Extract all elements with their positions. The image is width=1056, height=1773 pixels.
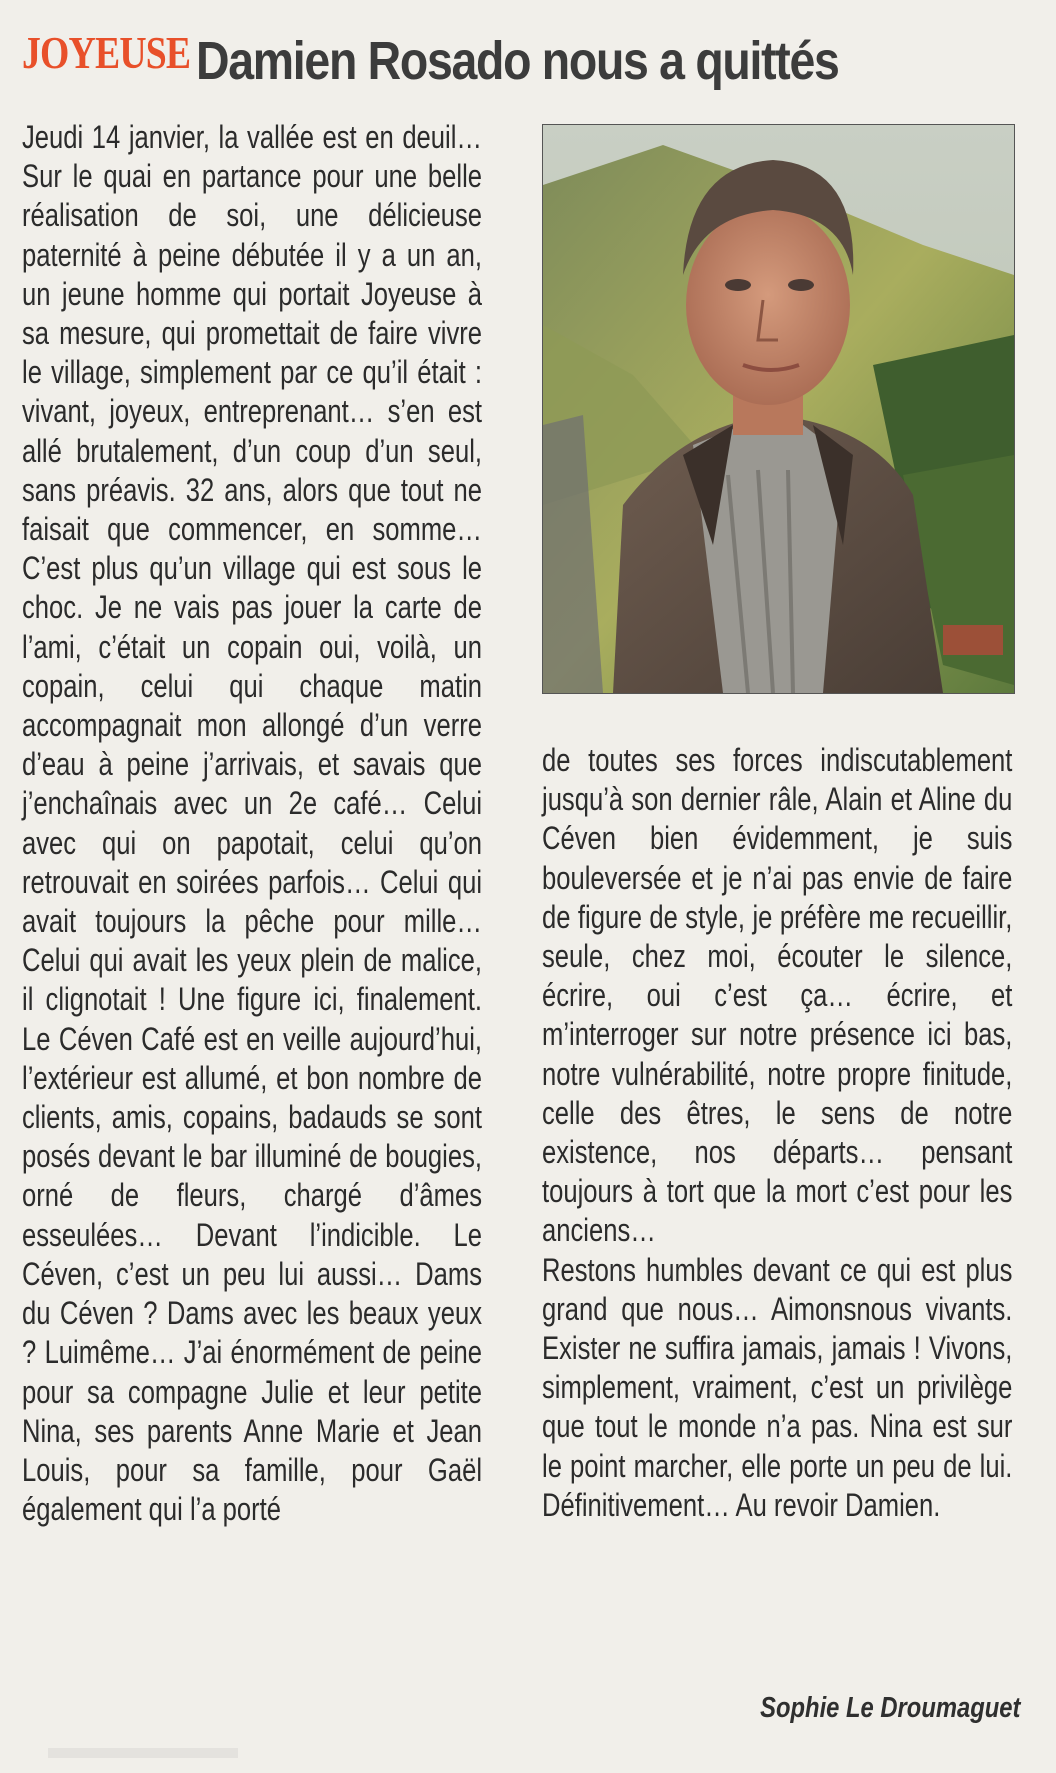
paragraph: de toutes ses forces indiscutablement jusqu’à son dernier râle, Alain et Aline du Céven bien évidemment, je suis bouleversée et je n’ai pas envie de faire de figure de style, je préfère me recueillir, seule, chez moi, écouter le silence, écrire, oui c’est ça… écrire, et m’interroger sur notre présence ici bas, notre vulnérabilité, notre propre finitude, celle des êtres, le sens de notre existence, nos départs… pensant toujours à tort que la mort c’est pour les anciens… (542, 742, 1013, 1249)
section-kicker: JOYEUSE (22, 27, 191, 78)
portrait-photo (542, 124, 1015, 694)
paragraph: Jeudi 14 janvier, la vallée est en deuil… Sur le quai en partance pour une belle réalisation de soi, une délicieuse paternité à peine débutée il y a un an, un jeune homme qui portait Joyeuse à sa mesure, qui promettait de faire vivre le village, simplement par ce qu’il était : vivant, joyeux, entreprenant… s’en est allé brutalement, d’un coup d’un seul, sans préavis. 32 ans, alors que tout ne faisait que commencer, en somme… C’est plus qu’un village qui est sous le choc. Je ne vais pas jouer la carte de l’ami, c’était un copain oui, voilà, un copain, celui qui chaque matin accompagnait mon allongé d’un verre d’eau à peine j’arrivais, et savais que j’enchaînais avec un 2e café… Celui avec qui on papotait, celui qu’on retrouvait en soirées parfois… Celui qui avait toujours la pêche pour mille… Celui qui avait les yeux plein de malice, il clignotait ! Une figure ici, finalement. Le Céven Café est en veille aujourd’hui, l’extérieur est allumé, et bon nombre de clients, amis, copains, badauds se sont posés devant le bar illuminé de bougies, orné de fleurs, chargé d’âmes esseulées… Devant l’indicible. Le Céven, c’est un peu lui aussi… Dams du Céven ? Dams avec les beaux yeux ? Luimême… J’ai énormément de peine pour sa compagne Julie et leur petite Nina, ses parents Anne Marie et Jean Louis, pour sa famille, pour Gaël également qui l’a porté (22, 119, 482, 1528)
paragraph: Restons humbles devant ce qui est plus grand que nous… Aimonsnous vivants. Exister ne suffira jamais, jamais ! Vivons, simplement, vraiment, c’est un privilège que tout le monde n’a pas. Nina est sur le point marcher, elle porte un peu de lui. Définitivement… Au revoir Damien. (542, 1251, 1013, 1523)
author-byline: Sophie Le Droumaguet (759, 1692, 1020, 1724)
bleed-through-shadow (48, 1742, 248, 1764)
article-column-left (22, 118, 482, 1529)
portrait-illustration (543, 125, 1014, 693)
article-column-right (542, 741, 1012, 1525)
headline (22, 26, 1036, 96)
article-title: Damien Rosado nous a quittés (196, 31, 839, 91)
